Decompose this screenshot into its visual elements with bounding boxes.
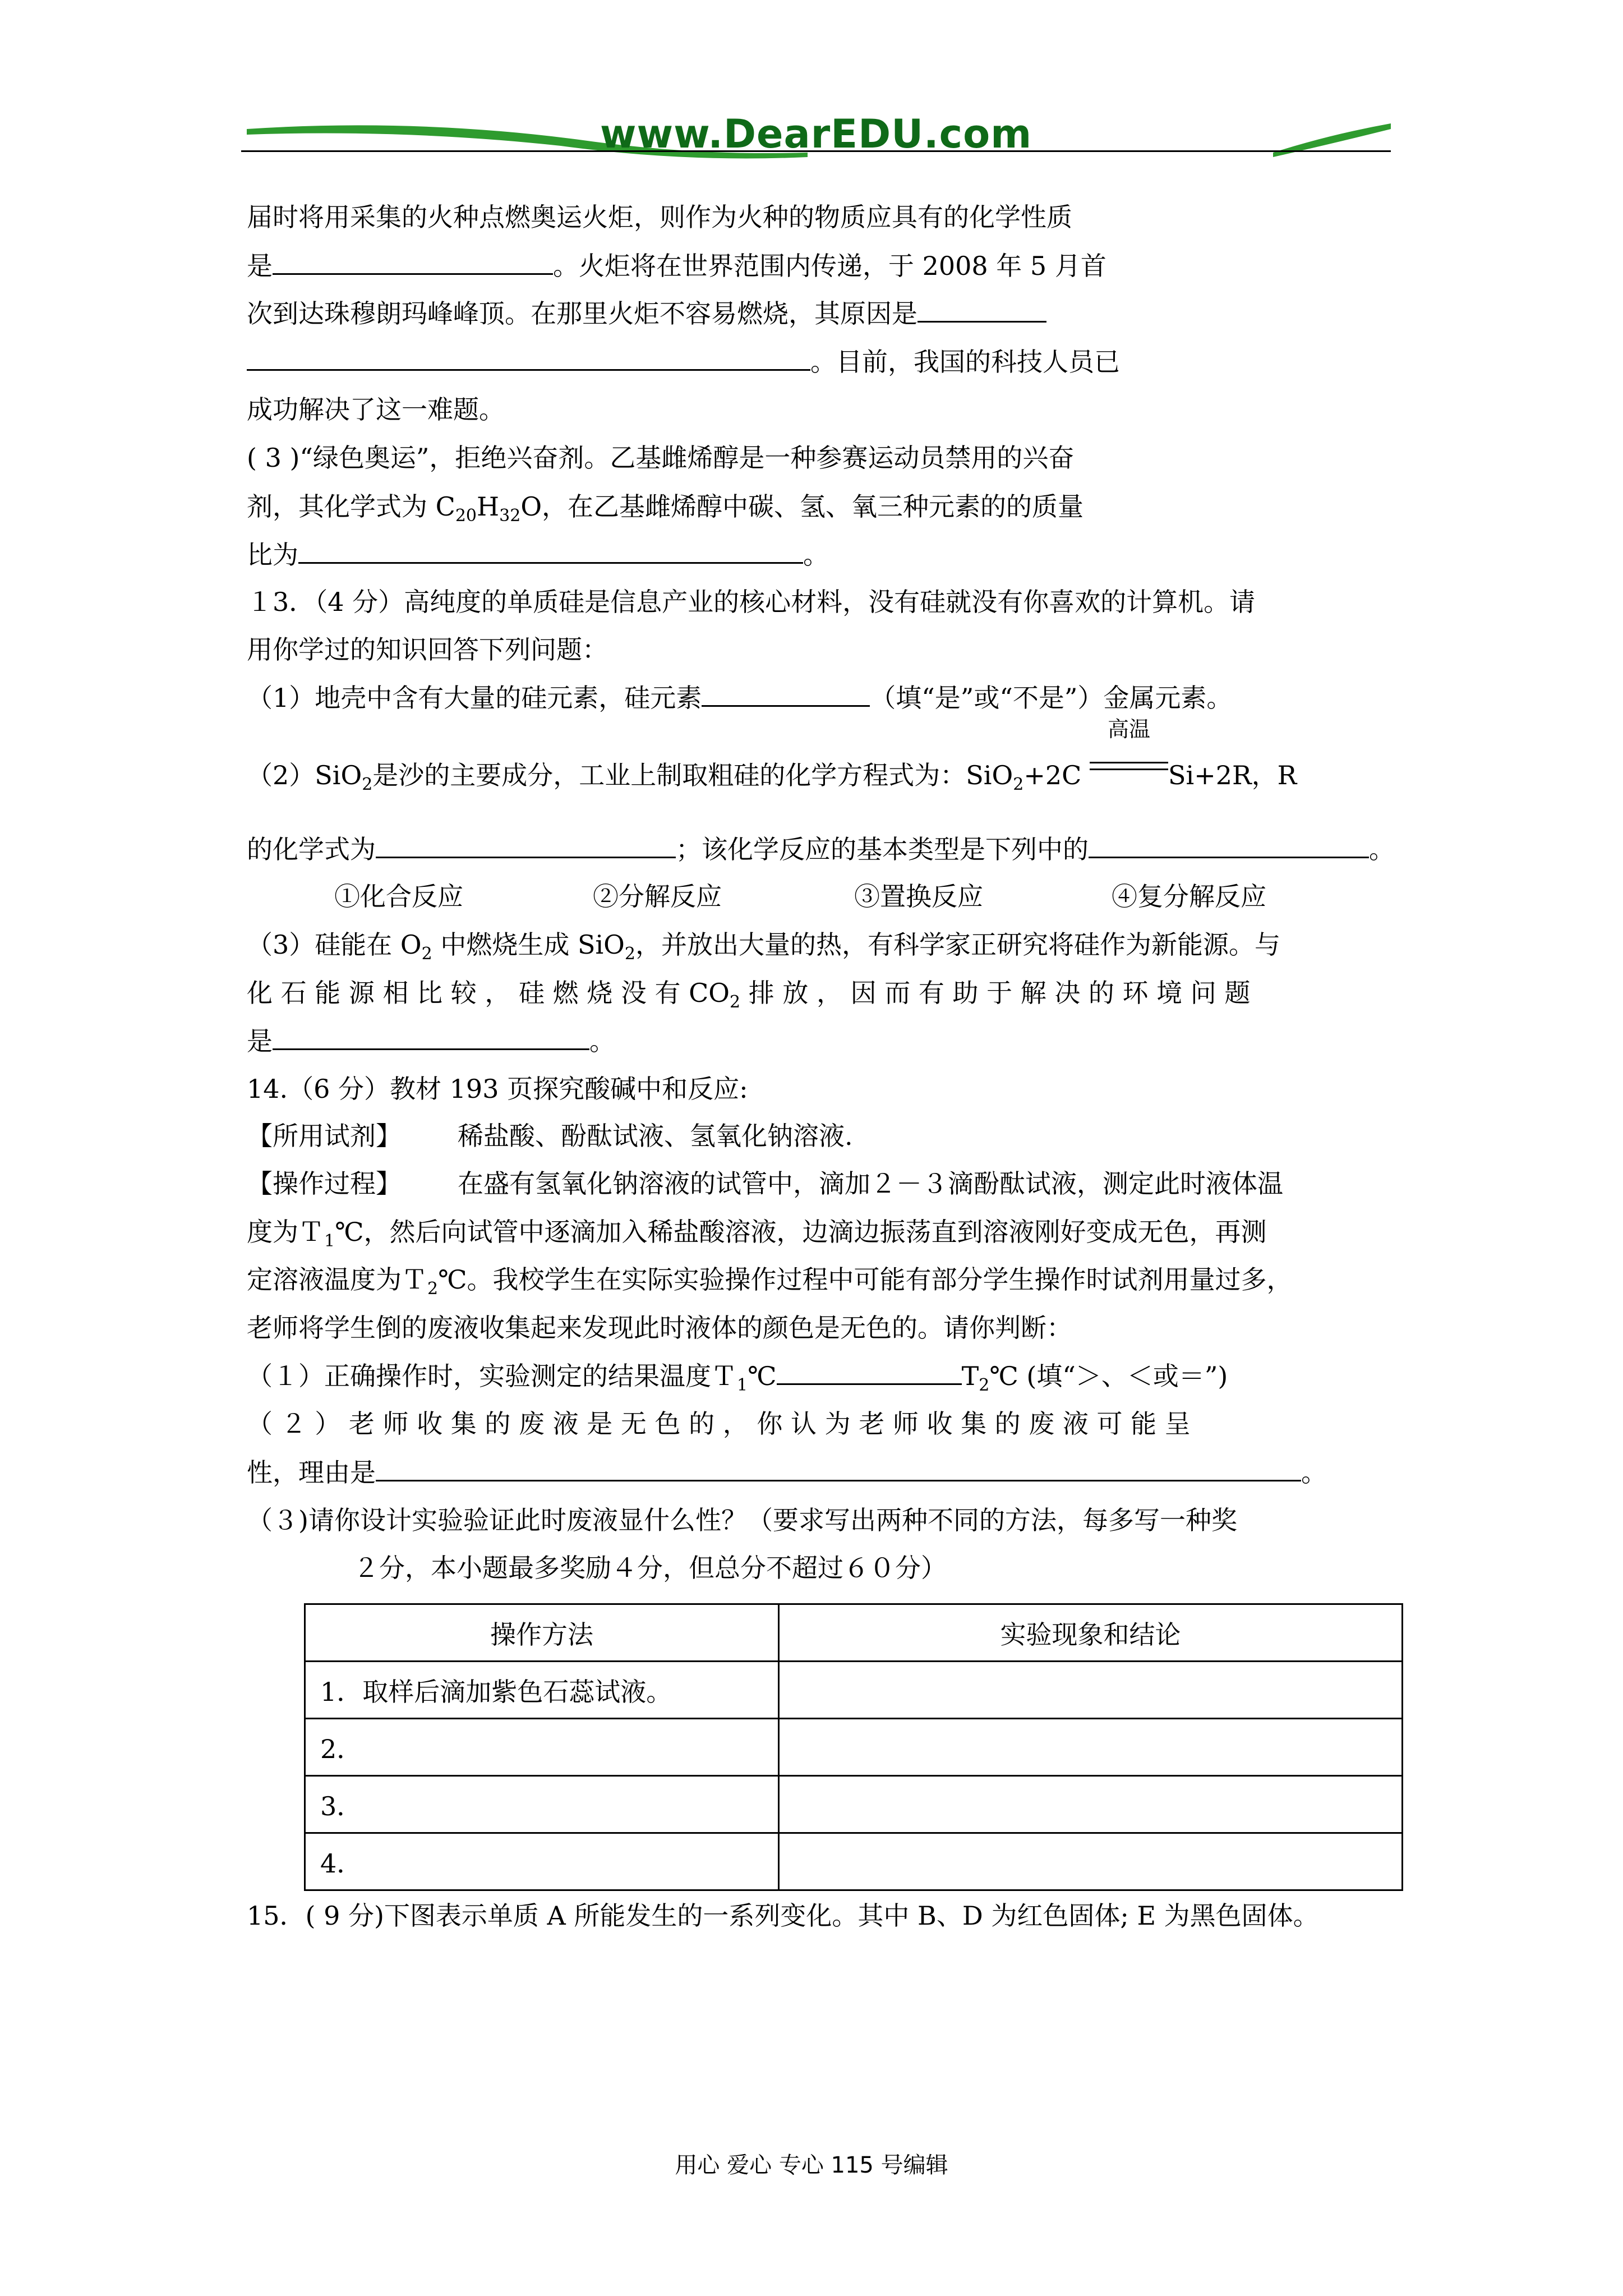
- option-3: ③置换反应: [854, 881, 983, 912]
- table-cell: 1．取样后滴加紫色石蕊试液。: [305, 1662, 779, 1719]
- question-13-title: １3．（4 分）高纯度的单质硅是信息产业的核心材料，没有硅就没有你喜欢的计算机。请: [247, 587, 1256, 617]
- text-line: （2）SiO$_2$是沙的主要成分，工业上制取粗硅的化学方程式为：SiO$_2$+2C 高温 Si+2R，R: [247, 717, 1297, 794]
- answer-blank[interactable]: [273, 249, 553, 275]
- table-row: [305, 1662, 1403, 1719]
- table-row: [305, 1719, 1403, 1776]
- question-14-title: 14.（6 分）教材 193 页探究酸碱中和反应:: [247, 1074, 748, 1104]
- text-line: 成功解决了这一难题。: [247, 394, 505, 425]
- text-line: 剂，其化学式为 $C_{20}H_{32}O$，在乙基雌烯醇中碳、氢、氧三种元素的的质量: [247, 491, 1084, 526]
- text-line: 是 。火炬将在世界范围内传递，于 2008 年 5 月首: [247, 249, 1106, 283]
- option-4: ④复分解反应: [1112, 881, 1266, 912]
- answer-cell[interactable]: [779, 1833, 1403, 1890]
- text-line: 用你学过的知识回答下列问题：: [247, 634, 608, 665]
- answer-cell[interactable]: [779, 1776, 1403, 1833]
- site-logo-text: www.DearEDU.com: [600, 111, 1032, 157]
- text-line: 老师将学生倒的废液收集起来发现此时液体的颜色是无色的。请你判断：: [247, 1313, 1072, 1343]
- text-line: （1）地壳中含有大量的硅元素，硅元素 （填“是”或“不是”）金属元素。: [247, 680, 1232, 715]
- text-line: （3）硅能在 $O_2$ 中燃烧生成 SiO$_2$，并放出大量的热，有科学家正研究将硅作为新能源。与: [247, 930, 1280, 964]
- text-line: ( 3 )“绿色奥运”，拒绝兴奋剂。乙基雌烯醇是一种参赛运动员禁用的兴奋: [247, 443, 1075, 473]
- experiment-table: [304, 1603, 1403, 1891]
- text-line: 【所用试剂】 稀盐酸、酚酞试液、氢氧化钠溶液.: [247, 1121, 853, 1151]
- page-footer: 用心 爱心 专心 115 号编辑: [675, 2152, 948, 2178]
- answer-blank[interactable]: [777, 1359, 962, 1385]
- text-line: 【操作过程】 在盛有氢氧化钠溶液的试管中，滴加２－３滴酚酞试液，测定此时液体温: [247, 1168, 1283, 1199]
- answer-blank[interactable]: [247, 344, 810, 371]
- answer-cell[interactable]: [779, 1662, 1403, 1719]
- page-header: [241, 107, 1391, 168]
- text-line: （３)请你设计实验验证此时废液显什么性？（要求写出两种不同的方法，每多写一种奖: [247, 1505, 1237, 1535]
- text-line: 化 石 能 源 相 比 较 ， 硅 燃 烧 没 有 $CO_2$ 排 放 ， 因 而 有 助 于 解 决 的 环 境 问 题: [247, 978, 1251, 1012]
- table-row: [305, 1776, 1403, 1833]
- text-line: （ ２ ） 老 师 收 集 的 废 液 是 无 色 的 ， 你 认 为 老 师 收 集 的 废 液 可 能 呈: [247, 1409, 1191, 1439]
- option-2: ②分解反应: [593, 881, 722, 912]
- text-line: （１）正确操作时，实验测定的结果温度Ｔ$_1$℃ $T_2℃$ (填“＞、＜或＝”): [247, 1359, 1228, 1402]
- text-line: 是 。: [247, 1024, 615, 1058]
- text-line: 。目前，我国的科技人员已: [247, 344, 1120, 379]
- text-line: ２分，本小题最多奖励４分，但总分不超过６０分）: [353, 1553, 947, 1583]
- text-line: 定溶液温度为Ｔ$_2$℃。我校学生在实际实验操作过程中可能有部分学生操作时试剂用量过多，: [247, 1264, 1293, 1299]
- answer-blank[interactable]: [273, 1024, 589, 1050]
- text-line: 比为 。: [247, 537, 829, 572]
- answer-blank[interactable]: [376, 1455, 1301, 1481]
- text-line: 次到达珠穆朗玛峰峰顶。在那里火炬不容易燃烧，其原因是: [247, 296, 1046, 330]
- answer-blank[interactable]: [917, 296, 1046, 323]
- option-1: ①化合反应: [334, 881, 463, 912]
- text-line: 性，理由是 。: [247, 1455, 1327, 1489]
- table-cell: 4．: [305, 1833, 779, 1890]
- text-line: 届时将用采集的火种点燃奥运火炬，则作为火种的物质应具有的化学性质: [247, 202, 1072, 232]
- answer-blank[interactable]: [1089, 832, 1369, 858]
- answer-blank[interactable]: [376, 832, 676, 858]
- reaction-condition-arrow: 高温: [1090, 756, 1168, 784]
- table-row: [305, 1833, 1403, 1890]
- table-header-method: 操作方法: [305, 1604, 779, 1662]
- answer-blank[interactable]: [702, 680, 870, 707]
- answer-blank[interactable]: [298, 537, 803, 564]
- table-cell: 2．: [305, 1719, 779, 1776]
- text-line: 的化学式为 ；该化学反应的基本类型是下列中的 。: [247, 832, 1395, 866]
- text-line: 度为Ｔ$_1$℃，然后向试管中逐滴加入稀盐酸溶液，边滴边振荡直到溶液刚好变成无色，再测: [247, 1217, 1267, 1251]
- table-cell: 3．: [305, 1776, 779, 1833]
- answer-cell[interactable]: [779, 1719, 1403, 1776]
- table-header-result: 实验现象和结论: [779, 1604, 1403, 1662]
- question-15-title: 15．( 9 分)下图表示单质 A 所能发生的一系列变化。其中 B、D 为红色固体; E 为黑色固体。: [247, 1901, 1319, 1931]
